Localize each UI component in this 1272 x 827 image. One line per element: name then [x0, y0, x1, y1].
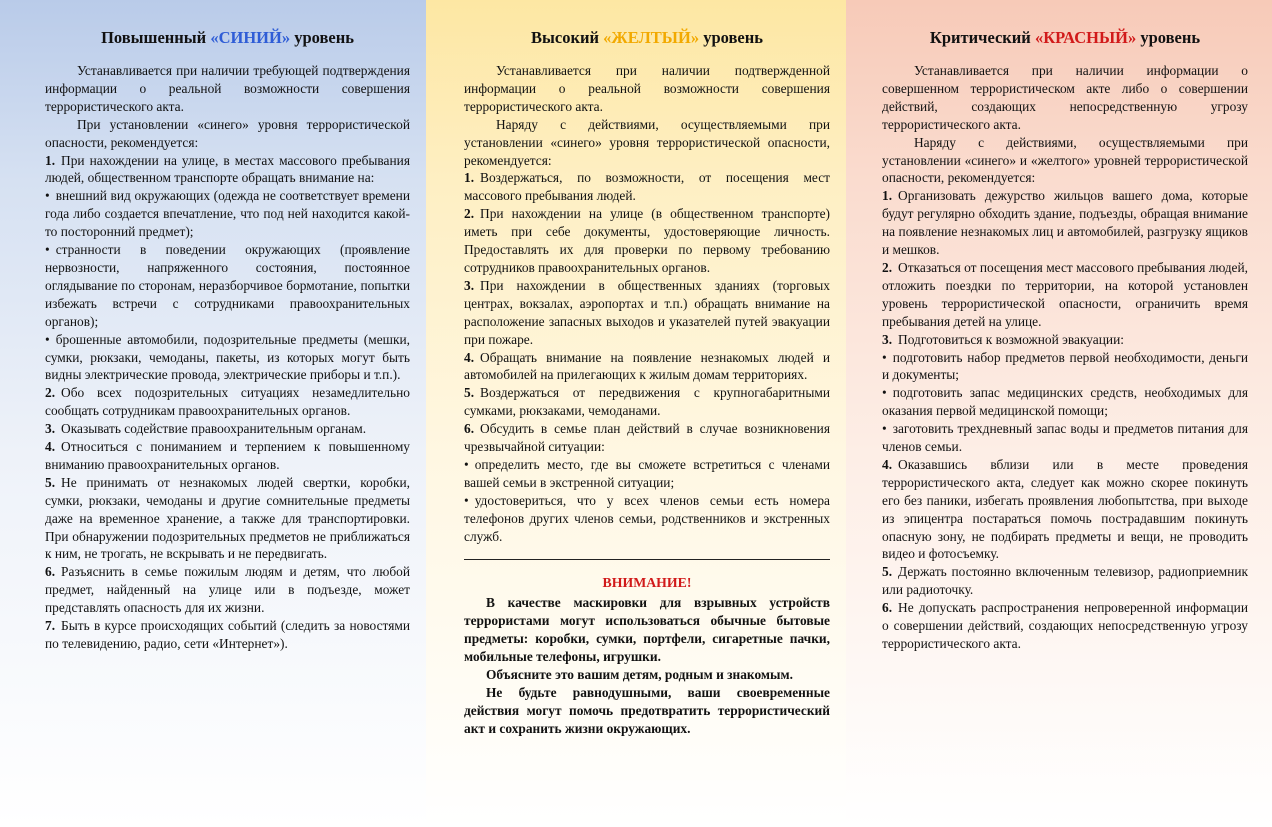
bullet-text: определить место, где вы сможете встретиться с членами вашей семьи в экстренной ситуации; — [464, 456, 830, 490]
bullet-icon: • — [882, 349, 887, 365]
item-number: 2. — [45, 385, 56, 401]
yellow-level-body — [464, 62, 830, 738]
bullet-item — [464, 456, 830, 492]
title-prefix: Повышенный — [101, 28, 211, 47]
item-text: Не принимать от незнакомых людей свертки, коробки, сумки, рюкзаки, чемоданы и другие сомнительные предметы даже на временное хранение, а также для транспортировки. При обнаружении подозрительных предметов не приближаться к ним, не трогать, не вскрывать и не передвигать. — [45, 474, 410, 562]
item-text: Быть в курсе происходящих событий (следить за новостями по телевидению, радио, сети «Интернет»). — [45, 618, 410, 651]
bullet-item — [45, 187, 410, 241]
title-suffix: уровень — [699, 28, 763, 47]
bullet-item — [882, 384, 1248, 420]
bullet-icon: • — [45, 242, 50, 258]
list-item — [464, 277, 830, 349]
list-item — [882, 599, 1248, 653]
list-item — [464, 349, 830, 385]
item-text: Обо всех подозрительных ситуациях незамедлительно сообщать сотрудникам правоохранительных органов. — [45, 385, 410, 419]
list-item — [464, 384, 830, 420]
item-number: 6. — [45, 564, 56, 580]
yellow-level-title — [464, 28, 830, 48]
bullet-text: внешний вид окружающих (одежда не соответствует времени года либо создается впечатление, что под ней находится какой-то посторонний предмет); — [45, 188, 410, 240]
list-item — [45, 617, 410, 653]
bullet-icon: • — [45, 188, 50, 204]
list-item — [882, 456, 1248, 563]
warning-paragraph: Не будьте равнодушными, ваши своевременные действия могут помочь предотвратить террористический акт и сохранить жизни окружающих. — [464, 684, 830, 736]
list-item — [882, 331, 1248, 349]
red-level-column — [846, 0, 1272, 827]
blue-level-column — [0, 0, 426, 827]
item-text: Оказавшись вблизи или в месте проведения террористического акта, следует как можно скорее покинуть его без паники, избегать проявления любопытства, при выходе из эпицентра постараться помочь пострадавшим покинуть опасную зону, не подбирать предметы и вещи, не проводить видео и фотосъемку. — [882, 456, 1248, 562]
item-text: Отказаться от посещения мест массового пребывания людей, отложить поездки по территории, на которой установлен уровень террористической опасности, ограничить время пребывания детей на улице. — [882, 259, 1248, 329]
item-text: Разъяснить в семье пожилым людям и детям, что любой предмет, найденный на улице или в подъезде, может представлять опасность для их жизни. — [45, 564, 410, 616]
bullet-icon: • — [464, 492, 469, 508]
bullet-item — [464, 492, 830, 546]
bullet-item — [45, 331, 410, 385]
item-text: Держать постоянно включенным телевизор, радиоприемник или радиоточку. — [882, 564, 1248, 598]
item-number: 7. — [45, 618, 56, 634]
item-number: 3. — [45, 421, 56, 437]
warning-paragraph: В качестве маскировки для взрывных устройств террористами могут использоваться обычные бытовые предметы: коробки, сумки, портфели, сигаретные пачки, мобильные телефоны, игрушки. — [464, 595, 830, 665]
list-item — [45, 420, 410, 438]
item-number: 3. — [882, 331, 893, 347]
item-text: Воздержаться от передвижения с крупногабаритными сумками, рюкзаками, чемоданами. — [464, 385, 830, 419]
item-number: 5. — [45, 474, 56, 490]
item-number: 4. — [464, 349, 475, 365]
bullet-text: удостовериться, что у всех членов семьи есть номера телефонов других членов семьи, родственников и экстренных служб. — [464, 492, 830, 544]
item-text: Относиться с пониманием и терпением к повышенному вниманию правоохранительных органов. — [45, 439, 410, 472]
item-text: При нахождении на улице, в местах массового пребывания людей, общественном транспорте обращать внимание на: — [45, 152, 410, 186]
item-number: 5. — [882, 564, 893, 580]
blue-level-title — [45, 28, 410, 48]
item-text: Подготовиться к возможной эвакуации: — [898, 331, 1124, 347]
title-suffix: уровень — [290, 28, 354, 47]
bullet-text: странности в поведении окружающих (проявление нервозности, напряженного состояния, постоянное оглядывание по сторонам, неразборчивое бормотание, попытки избежать встречи с сотрудниками правоохранительных органов); — [45, 242, 410, 329]
item-text: Обращать внимание на появление незнакомых людей и автомобилей на прилегающих к жилым домам территориях. — [464, 349, 830, 383]
list-item — [45, 152, 410, 188]
item-number: 3. — [464, 277, 475, 293]
red-level-title — [882, 28, 1248, 48]
list-item — [45, 474, 410, 564]
blue-level-body — [45, 62, 410, 653]
bullet-icon: • — [45, 331, 50, 347]
item-text: При нахождении в общественных зданиях (торговых центрах, вокзалах, аэропортах и т.п.) обращать внимание на расположение запасных выходов и указателей путей эвакуации при пожаре. — [464, 277, 830, 347]
title-prefix: Критический — [929, 28, 1035, 47]
recommend-paragraph: Наряду с действиями, осуществляемыми при установлении «синего» и «желтого» уровней террористической опасности, рекомендуется: — [882, 134, 1248, 186]
bullet-item — [882, 349, 1248, 385]
bullet-icon: • — [464, 456, 469, 472]
bullet-text: заготовить трехдневный запас воды и предметов питания для членов семьи. — [882, 421, 1248, 455]
title-suffix: уровень — [1136, 28, 1201, 47]
bullet-text: подготовить запас медицинских средств, необходимых для оказания первой медицинской помощи; — [882, 385, 1248, 419]
item-number: 4. — [45, 439, 56, 455]
item-number: 2. — [882, 259, 893, 275]
list-item — [464, 169, 830, 205]
list-item — [464, 205, 830, 277]
title-level-name: «ЖЕЛТЫЙ» — [603, 28, 700, 47]
item-text: Воздержаться, по возможности, от посещения мест массового пребывания людей. — [464, 170, 830, 204]
item-number: 1. — [464, 170, 475, 186]
item-text: Оказывать содействие правоохранительным органам. — [61, 421, 367, 437]
title-prefix: Высокий — [531, 28, 604, 47]
item-number: 1. — [45, 152, 56, 168]
item-text: Организовать дежурство жильцов вашего дома, которые будут регулярно обходить здание, подъезды, обращая внимание на появление незнакомых лиц и автомобилей, разгрузку ящиков и мешков. — [882, 188, 1248, 258]
recommend-paragraph: Наряду с действиями, осуществляемыми при установлении «синего» уровня террористической опасности, рекомендуется: — [464, 116, 830, 168]
red-level-body — [882, 62, 1248, 653]
item-text: При нахождении на улице (в общественном транспорте) иметь при себе документы, удостоверяющие личность. Предоставлять их для проверки по первому требованию сотрудников правоохранительных органов. — [464, 206, 830, 275]
list-item — [882, 563, 1248, 599]
title-level-name: «КРАСНЫЙ» — [1034, 28, 1137, 47]
intro-paragraph: Устанавливается при наличии информации о совершенном террористическом акте либо о совершении действий, создающих непосредственную угрозу террористического акта. — [882, 63, 1248, 132]
list-item — [464, 420, 830, 456]
bullet-item — [45, 241, 410, 331]
list-item — [45, 438, 410, 474]
item-number: 5. — [464, 385, 475, 401]
item-text: Обсудить в семье план действий в случае возникновения чрезвычайной ситуации: — [464, 421, 830, 455]
intro-paragraph: Устанавливается при наличии требующей подтверждения информации о реальной возможности совершения террористического акта. — [45, 63, 410, 114]
divider-line — [464, 559, 830, 560]
item-number: 6. — [882, 600, 893, 616]
item-number: 1. — [882, 188, 893, 204]
intro-paragraph: Устанавливается при наличии подтвержденной информации о реальной возможности совершения террористического акта. — [464, 63, 830, 114]
bullet-icon: • — [882, 421, 887, 437]
item-number: 2. — [464, 206, 475, 222]
item-text: Не допускать распространения непроверенной информации о совершении действий, создающих непосредственную угрозу террористического акта. — [882, 600, 1248, 651]
bullet-text: брошенные автомобили, подозрительные предметы (мешки, сумки, рюкзаки, чемоданы, пакеты, из которых могут быть видны электрические провода, электрические приборы и т.п.). — [45, 331, 410, 383]
item-number: 4. — [882, 456, 893, 472]
title-level-name: «СИНИЙ» — [210, 28, 291, 47]
item-number: 6. — [464, 421, 475, 437]
warning-paragraph: Объясните это вашим детям, родным и знакомым. — [486, 667, 793, 682]
warning-title: ВНИМАНИЕ! — [602, 575, 692, 591]
bullet-item — [882, 420, 1248, 456]
list-item — [45, 384, 410, 420]
recommend-paragraph: При установлении «синего» уровня террористической опасности, рекомендуется: — [45, 116, 410, 150]
bullet-icon: • — [882, 385, 887, 401]
list-item — [45, 563, 410, 617]
bullet-text: подготовить набор предметов первой необходимости, деньги и документы; — [882, 349, 1248, 383]
list-item — [882, 187, 1248, 259]
list-item — [882, 259, 1248, 331]
yellow-level-column — [426, 0, 846, 827]
